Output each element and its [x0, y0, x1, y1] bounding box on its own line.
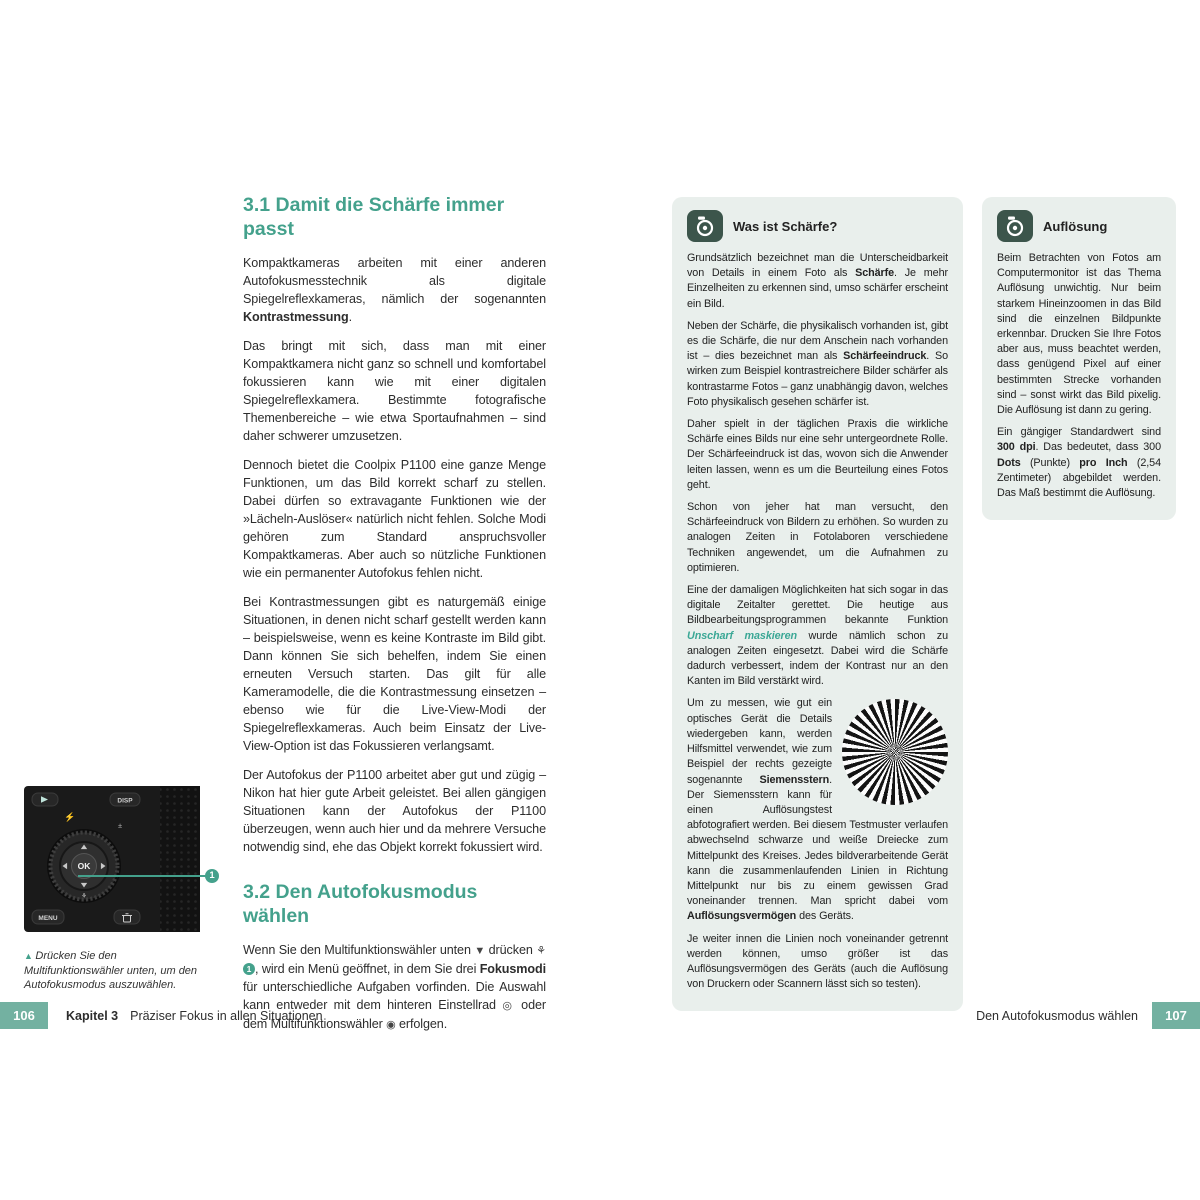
text-segment: ⚘ — [536, 945, 546, 957]
text-segment: . Der Siemensstern kann für einen Auflösungstest abfotografiert werden. Bei diesem Testmuster verlaufen abwechselnd schwarze und weiße Dreiecke zum Mittelpunkt des Kreises. Jedes bildverarbeitende Gerät kann die zusammenlaufenden Linien in Richtung Mittelpunkt nur bis zu einem gewissen Grad voneinander trennen. Man spricht dabei vom — [687, 773, 948, 908]
text-segment: Daher spielt in der täglichen Praxis die wirkliche Schärfe eines Bilds nur eine sehr untergeordnete Rolle. Der Schärfeeindruck ist das, wovon sich die Anwender leiten lassen, wenn es um die Beurteilung eines Fotos geht. — [687, 418, 948, 491]
text-segment: Siemensstern — [759, 773, 830, 786]
paragraph — [243, 593, 546, 755]
camera-icon — [687, 210, 723, 242]
text-segment: Ein gängiger Standardwert sind — [997, 426, 1161, 439]
paragraph — [687, 583, 948, 689]
siemens-paragraph — [687, 696, 948, 924]
macro-icon: ⚘ — [81, 893, 87, 900]
flash-icon: ⚡ — [64, 812, 76, 822]
step-number-badge: 1 — [243, 963, 255, 975]
text-segment: Schärfeeindruck — [843, 350, 927, 363]
text-segment: Dots — [997, 456, 1021, 469]
text-segment: oder dem Multifunktionswähler — [243, 998, 546, 1031]
text-segment: pro Inch — [1079, 456, 1128, 469]
text-segment: Kontrastmessung — [243, 310, 349, 324]
section-3-1-heading: 3.1 Damit die Schärfe immer passt — [243, 194, 505, 240]
multi-selector-wheel — [47, 829, 121, 903]
text-segment: , wird ein Menü geöffnet, in dem Sie drei — [255, 962, 480, 976]
svg-text:DISP: DISP — [117, 797, 133, 805]
text-segment: Wenn Sie den Multifunktionswähler unten — [243, 943, 475, 957]
footer-left — [66, 1002, 323, 1029]
section-3-1-body — [243, 254, 546, 856]
paragraph — [243, 337, 546, 445]
text-segment: (Punkte) — [1020, 456, 1080, 469]
box-header — [997, 210, 1161, 242]
siemens-star — [842, 699, 948, 805]
playback-button — [32, 793, 58, 806]
text-segment: Das bringt mit sich, dass man mit einer Kompaktkamera nicht ganz so schnell und komfortabel fokussieren kann wie mit einer digitalen Spiegelreflexkamera. Bestimmte fotografische Themenbereiche – wie etwa Sportaufnahmen – sind daher schwerer umzusetzen. — [243, 339, 546, 443]
text-segment: Um zu messen, wie gut ein optisches Gerät die Details wiedergeben kann, werden Hilfsmittel verwendet, wie zum Beispiel der rechts gezeigte sogenannte — [687, 697, 832, 786]
text-segment: Schon von jeher hat man versucht, den Schärfeeindruck von Bildern zu erhöhen. So wurden zu analogen Zeiten in Fotolaboren verschiedene Techniken angewendet, um die Aufnahmen zu optimieren. — [687, 501, 948, 574]
camera-icon — [997, 210, 1033, 242]
text-segment: Neben der Schärfe, die physikalisch vorhanden ist, gibt es die Schärfe, die nur dem Anschein nach vorhanden ist – dies bezeichnet man als — [687, 319, 948, 363]
text-segment: . Je mehr Einzelheiten zu erkennen sind, umso schärfer erscheint ein Bild. — [687, 267, 948, 310]
box-title: Was ist Schärfe? — [733, 218, 838, 234]
text-segment: Fokusmodi — [479, 962, 546, 976]
paragraph — [687, 932, 948, 993]
paragraph — [243, 766, 546, 856]
disp-button — [110, 793, 140, 806]
text-segment: Bei Kontrastmessungen gibt es naturgemäß einige Situationen, in denen nicht scharf gestellt werden kann – beispielsweise, wenn es keine Kontraste im Bild gibt. Dann können Sie sich behelfen, indem Sie einen erneuten Versuch starten. Das gilt für alle Kameramodelle, die die Kontrastmessung einsetzen – ebenso wie für die Live-View-Modi der Spiegelreflexkameras. Auch beim Einsatz der Live-View-Option ist das Fokussieren verlangsamt. — [243, 595, 546, 753]
text-segment: Je weiter innen die Linien noch voneinander getrennt werden können, umso größer ist das Auflösungsvermögen des Geräts (auch die Auflösung von Druckern oder Scannern lässt sich so testen). — [687, 932, 948, 991]
text-segment: des Geräts. — [796, 910, 854, 923]
text-segment: ◉ — [386, 1019, 396, 1031]
box-body — [687, 251, 948, 689]
page-number-right: 107 — [1152, 1002, 1200, 1029]
info-box-sharpness — [672, 197, 963, 1011]
text-segment: drücken — [485, 943, 537, 957]
text-segment: wurde nämlich schon zu analogen Zeiten eingesetzt. Dabei wird die Schärfe dadurch verbessert, indem der Kontrast nur an den Kanten im Bild verstärkt wird. — [687, 629, 948, 688]
footer-right — [976, 1002, 1138, 1029]
info-box-resolution — [982, 197, 1176, 520]
paragraph — [687, 500, 948, 576]
callout-line — [78, 875, 208, 877]
text-segment: ▲ — [24, 951, 36, 961]
text-segment: Beim Betrachten von Fotos am Computermonitor ist das Thema Auflösung unwichtig. Nur beim starkem Hineinzoomen in das Bild sind die einzelnen Bildpunkte erkennbar. Drucken Sie Ihre Fotos aber aus, muss beachtet werden, dass genügend Pixel auf einer bestimmten Strecke vorhanden sind – sonst wirkt das Bild pixelig. Die Auflösung ist dann zu gering. — [997, 252, 1161, 417]
text-segment: Drücken Sie den Multifunktionswähler unten, um den Autofokusmodus auszuwählen. — [24, 950, 198, 991]
text-segment: (2,54 Zentimeter) abgebildet werden. Das Maß bestimmt die Auflösung. — [997, 456, 1161, 500]
paragraph — [687, 319, 948, 410]
text-segment: Grundsätzlich bezeichnet man die Unterscheidbarkeit von Details in einem Foto als — [687, 252, 948, 280]
camera-back-illustration — [24, 786, 200, 932]
text-segment: Auflösungsvermögen — [687, 910, 797, 923]
delete-button — [114, 910, 140, 924]
paragraph — [997, 251, 1161, 418]
paragraph — [687, 251, 948, 312]
figure-caption — [24, 949, 214, 993]
text-segment: Kompaktkameras arbeiten mit einer anderen Autofokusmesstechnik als digitale Spiegelreflexkameras, nämlich der sogenannten — [243, 256, 546, 306]
text-segment: 300 dpi — [997, 441, 1036, 454]
section-title-footer: Den Autofokusmodus wählen — [976, 1008, 1138, 1023]
box-body — [997, 251, 1161, 501]
text-segment: ▼ — [474, 945, 486, 957]
svg-text:OK: OK — [77, 861, 91, 872]
chapter-title: Präziser Fokus in allen Situationen — [130, 1008, 323, 1023]
text-segment: erfolgen. — [395, 1017, 448, 1031]
text-segment: ◎ — [502, 1000, 515, 1012]
text-segment: . Das bedeutet, dass 300 — [1035, 441, 1161, 454]
text-segment: für unterschiedliche Aufgaben vorfinden. Die Auswahl kann entweder mit dem hinteren Einstellrad — [243, 980, 546, 1012]
text-segment: Dennoch bietet die Coolpix P1100 eine ganze Menge Funktionen, um das Bild korrekt scharf zu stellen. Dabei dürfen so extravagante Funktionen wie der »Lächeln-Auslöser« natürlich nicht fehlen. Solche Modi gehören zum Standard anspruchsvoller Kompaktkameras. Aber auch so nützliche Funktionen wie ein permanenter Autofokus fehlen nicht. — [243, 458, 546, 580]
paragraph — [687, 417, 948, 493]
paragraph — [997, 425, 1161, 501]
svg-text:MENU: MENU — [38, 914, 58, 922]
text-segment: Schärfe — [855, 267, 895, 280]
text-segment: Eine der damaligen Möglichkeiten hat sich sogar in das digitale Zeitalter gerettet. Die heutige aus Bildbearbeitungsprogrammen bekannte Funktion — [687, 584, 948, 627]
camera-back-photo — [24, 786, 200, 932]
text-segment: . — [348, 310, 352, 324]
paragraph — [243, 254, 546, 326]
section-3-2-heading: 3.2 Den Autofokusmodus wählen — [243, 881, 478, 927]
text-segment: Unscharf maskieren — [687, 629, 798, 642]
left-text-column — [243, 193, 546, 1045]
box-header — [687, 210, 948, 242]
text-segment: Der Autofokus der P1100 arbeitet aber gut und zügig – Nikon hat hier gute Arbeit geleistet. Bei allen gängigen Situationen kann der Autofokus der P1100 überzeugen, wenn auch hier und da mehrere Versuche notwendig sind, ehe das Objekt korrekt fokussiert wird. — [243, 768, 546, 854]
paragraph — [243, 456, 546, 582]
chapter-label: Kapitel 3 — [66, 1008, 119, 1023]
page-number-left: 106 — [0, 1002, 48, 1029]
exposure-compensation-icon: ± — [117, 821, 123, 830]
box-title: Auflösung — [1043, 218, 1108, 234]
menu-button — [32, 910, 64, 924]
callout-1-badge: 1 — [205, 869, 219, 883]
text-segment: . So wirken zum Beispiel kontrastreichere Bilder schärfer als kontrastarme Fotos – ganz unabhängig davon, welches Foto physikalisch gesehen schärfer ist. — [687, 350, 948, 408]
